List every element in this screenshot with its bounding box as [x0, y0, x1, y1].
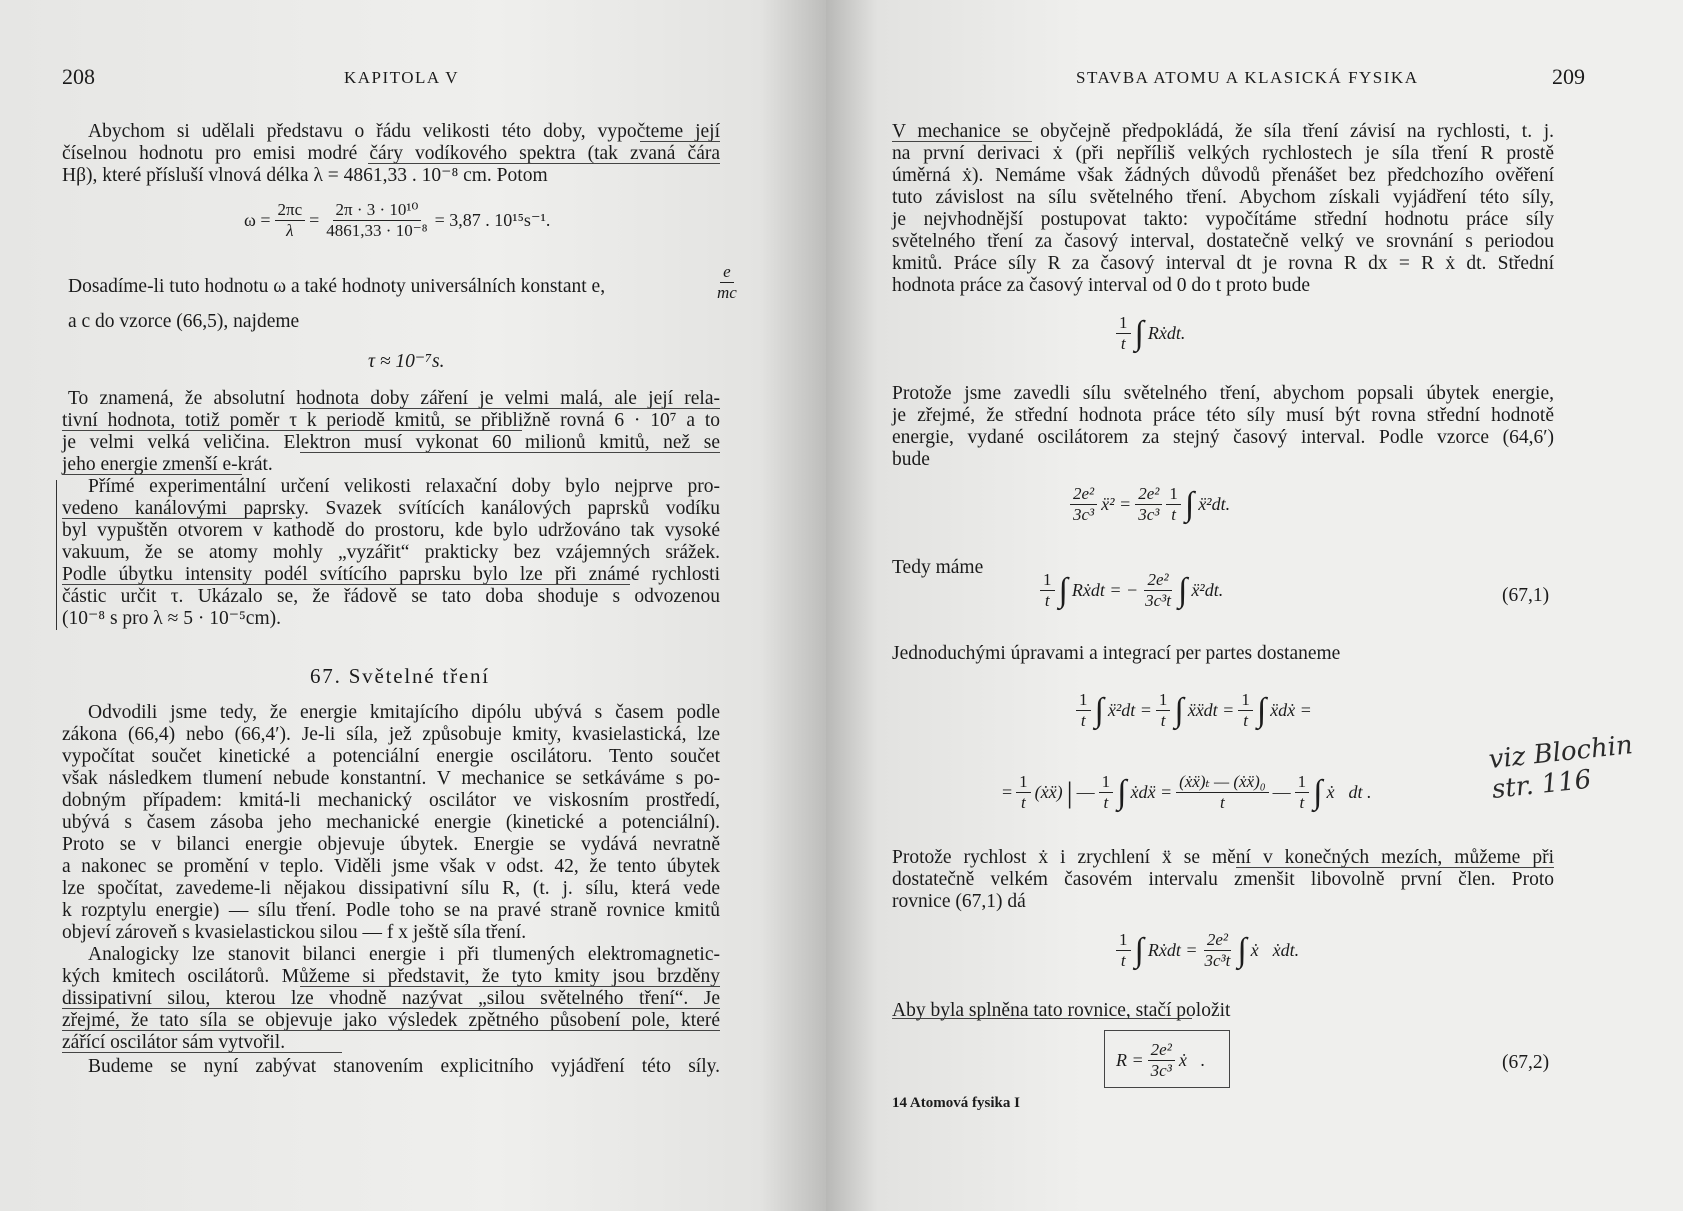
- text-line: hodnota práce za časový interval od 0 do t proto bude: [892, 275, 1311, 296]
- text-line: jeho energie zmenší e-krát.: [62, 454, 273, 475]
- pencil-underline: [640, 141, 720, 142]
- integral-sign: ∫: [1184, 485, 1195, 523]
- text-line: bude: [892, 449, 930, 470]
- text-line: tivní hodnota, totiž poměr τ k periodě kmitů, se přibližně rovná 6 · 10⁷ a to: [62, 410, 720, 431]
- left-page: [0, 0, 826, 1211]
- text-line: V mechanice se obyčejně předpokládá, že síla tření závisí na rychlosti, t. j.: [892, 121, 1554, 142]
- paragraph-5: Aby byla splněna tato rovnice, stačí položit: [892, 1000, 1231, 1021]
- eq-body: ẍ²dt.: [1198, 494, 1231, 514]
- text-line: Hβ), které přísluší vlnová délka λ = 4861,33 . 10⁻⁸ cm. Potom: [62, 165, 548, 186]
- text-line: dostatečně velkém časovém intervalu zmenšit libovolně první člen. Proto: [892, 869, 1554, 890]
- page-number-right: 209: [1552, 64, 1585, 89]
- fraction: $\frac{1}{t}$: [1166, 484, 1181, 525]
- text-line: ubývá s časem zásoba jeho mechanické energie (kinetické a potenciální).: [62, 812, 720, 833]
- eq-part: ẋ⃛dt .: [1326, 782, 1372, 802]
- pencil-underline: [62, 430, 522, 431]
- text-line: Odvodili jsme tedy, že energie kmitajícího dipólu ubývá s časem podle: [88, 702, 720, 723]
- fraction-numerator: 2π · 3 · 10¹⁰: [333, 200, 422, 221]
- integral-sign: ∫: [1134, 314, 1144, 352]
- fraction-numerator: 2πc: [275, 200, 306, 221]
- pencil-underline: [300, 452, 720, 453]
- paragraph-2-line-2: a c do vzorce (66,5), najdeme: [68, 311, 300, 332]
- text-line: Protože rychlost ẋ i zrychlení ẍ se mění v konečných mezích, můžeme při: [892, 847, 1554, 868]
- text-line: je velmi velká veličina. Elektron musí vykonat 60 milionů kmitů, než se: [62, 432, 720, 453]
- fraction: $\frac{\text{2e²}}{\text{3c³}}$: [1135, 484, 1162, 525]
- integral-sign: ∫: [1058, 571, 1068, 609]
- text-line: tuto závislost na sílu světelného tření. Abychom získali vyjádření této síly,: [892, 187, 1554, 208]
- pencil-underline: [62, 1030, 720, 1031]
- eq-part: ẍẍdt =: [1187, 700, 1235, 720]
- text-line: kých kmitech oscilátorů. Můžeme si představit, že tyto kmity jsou brzděny: [62, 966, 720, 987]
- eq-lhs: ẍ² =: [1101, 494, 1132, 514]
- paragraph-3: Jednoduchými úpravami a integrací per partes dostaneme: [892, 643, 1341, 664]
- signature-footer: 14 Atomová fysika I: [892, 1095, 1020, 1111]
- eq-part: ẍ²dt =: [1107, 700, 1152, 720]
- text-line: Analogicky lze stanovit bilanci energie i při tlumených elektromagnetic-: [88, 944, 720, 965]
- fraction: [323, 200, 430, 241]
- pencil-underline: [368, 163, 720, 164]
- pencil-underline: [1236, 867, 1554, 868]
- equation-67-2: R = $\frac{\text{2e²}}{\text{3c³}}$ ẋ⃛.: [1116, 1040, 1206, 1080]
- pencil-underline: [892, 1018, 1192, 1019]
- pencil-underline: [62, 1008, 720, 1009]
- handwritten-note: viz Blochin str. 116: [1487, 730, 1635, 805]
- text-line: Protože jsme zavedli sílu světelného tření, abychom popsali úbytek energie,: [892, 383, 1554, 404]
- eq-body: ẋ⃛ẋdt.: [1250, 940, 1300, 960]
- text-line: objeví zároveň s kvasielastickou silou — f x ještě síla tření.: [62, 922, 527, 943]
- text-line: a nakonec se promění v teplo. Viděli jsme však v odst. 42, že tento úbytek: [62, 856, 720, 877]
- eq-sign: =: [309, 210, 320, 230]
- fraction-numerator: (ẋẍ)ₜ — (ẋẍ)₀: [1176, 772, 1269, 793]
- running-head-right: STAVBA ATOMU A KLASICKÁ FYSIKA: [1076, 68, 1419, 87]
- eq-part: ẍdẋ =: [1270, 700, 1312, 720]
- fraction-denominator: λ: [286, 221, 294, 240]
- text-line: kmitů. Práce síly R za časový interval dt je rovna R dx = R ẋ dt. Střední: [892, 253, 1554, 274]
- pencil-underline: [62, 584, 630, 585]
- fraction: $\frac{1}{t}$: [1116, 313, 1131, 354]
- fraction-denominator: 4861,33 · 10⁻⁸: [326, 221, 428, 240]
- eq-part: (ẋẍ): [1034, 782, 1063, 802]
- fraction-denominator: mc: [717, 283, 737, 302]
- fraction: $\frac{\text{2e²}}{\text{3c³t}}$: [1145, 570, 1171, 610]
- text-line: číselnou hodnotu pro emisi modré čáry vodíkového spektra (tak zvaná čára: [62, 143, 720, 164]
- pencil-underline: [62, 474, 242, 475]
- equation-mean-work: [1116, 313, 1185, 354]
- text-line: lze spočítat, zavedeme-li nějakou dissipativní sílu R, (t. j. sílu, která vede: [62, 878, 720, 899]
- equation-label-67-1: (67,1): [1502, 585, 1550, 606]
- paragraph-7: Budeme se nyní zabývat stanovením explicitního vyjádření této síly.: [88, 1056, 720, 1077]
- equation-tau: τ ≈ 10⁻⁷s.: [368, 351, 445, 372]
- section-title: 67. Světelné tření: [310, 664, 490, 688]
- text-line: světelného tření za časový interval, dostatečně velký ve srovnání s periodou: [892, 231, 1554, 252]
- eq-body: Rẋdt =: [1147, 940, 1198, 960]
- eq-body: Rẋdt.: [1147, 323, 1186, 343]
- fraction: $\frac{\text{2e²}}{\text{3c³}}$: [1070, 484, 1097, 525]
- page-number-left: 208: [62, 64, 95, 89]
- text-line: dissipativní silou, kterou lze vhodně nazývat „silou světelného tření“. Je: [62, 988, 720, 1009]
- tedy-mame: Tedy máme: [892, 557, 984, 578]
- eq-part: ẋdẍ =: [1130, 782, 1173, 802]
- right-page: [826, 0, 1683, 1211]
- text-line: Přímé experimentální určení velikosti relaxační doby bylo nejprve pro-: [88, 476, 720, 497]
- eq-body: Rẋdt = −: [1071, 580, 1139, 600]
- equation-final: $\frac{1}{t}$ ∫ Rẋdt = $\frac{\text{2e²}}{\text{3c³t}}$ ∫ ẋ⃛ẋdt.: [1116, 930, 1299, 971]
- running-head-left: KAPITOLA V: [344, 68, 459, 87]
- text-line: vypočítat součet kinetické a potenciální energie oscilátoru. Tento součet: [62, 746, 720, 767]
- fraction: $\frac{1}{t}$: [1040, 570, 1055, 611]
- text-line: na první derivaci ẋ (při nepříliš velkých rychlostech je síla tření R prostě: [892, 143, 1554, 164]
- pencil-box: [1104, 1030, 1230, 1088]
- equation-per-partes-1: $\frac{1}{t}$ ∫ ẍ²dt = $\frac{1}{t}$ ∫ ẍẍdt = $\frac{1}{t}$ ∫ ẍdẋ =: [1076, 690, 1312, 731]
- text-line: zřejmé, že tato síla se objevuje jako výsledek zpětného působení pole, které: [62, 1010, 720, 1031]
- text-line: je zřejmé, že střední hodnota práce této síly musí být rovna střední hodnotě: [892, 405, 1554, 426]
- equation-energy: [1070, 484, 1230, 525]
- text-line: částic určit τ. Ukázalo se, že řádově se tato doba shoduje s odvozenou: [62, 586, 720, 607]
- text-line: úměrná ẋ). Nemáme však žádných důvodů přenášet bez předchozího ověření: [892, 165, 1554, 186]
- fraction-numerator: e: [720, 262, 734, 283]
- text-line: Proto se v bilanci energie objevuje úbytek. Energie se vydává nevratně: [62, 834, 720, 855]
- paragraph-2-line-1: Dosadíme-li tuto hodnotu ω a také hodnoty universálních konstant e,: [68, 276, 606, 297]
- fraction: [275, 200, 306, 241]
- pencil-underline: [892, 141, 1032, 142]
- equation-per-partes-2: = $\frac{1}{t}$ (ẋẍ) | — $\frac{1}{t}$ ∫ ẋdẍ = $\frac{\text{(ẋẍ)ₜ — (ẋẍ)₀}}{t}$ — $\frac{1}{t}$ ∫ ẋ⃛dt .: [1002, 772, 1372, 812]
- equation-67-1: [1040, 570, 1223, 611]
- text-line: dobným případem: kmitá-li mechanický oscilátor ve viskosním prostředí,: [62, 790, 720, 811]
- text-line: vakuum, že se atomy mohly „vyzářit“ prakticky bez vzájemných srážek.: [62, 542, 720, 563]
- text-line: Podle úbytku intensity podél svítícího paprsku bylo lze při známé rychlosti: [62, 564, 720, 585]
- text-line: byl vypuštěn otvorem v kathodě do prostoru, kde bylo udržováno tak vysoké: [62, 520, 720, 541]
- text-line: (10⁻⁸ s pro λ ≈ 5 · 10⁻⁵cm).: [62, 608, 281, 629]
- eq-body: ẍ²dt.: [1191, 580, 1224, 600]
- pencil-underline: [62, 1052, 342, 1053]
- text-line: k rozptylu energie) — sílu tření. Podle toho se na pravé straně rovnice kmitů: [62, 900, 720, 921]
- pencil-underline: [62, 518, 292, 519]
- integral-sign: ∫: [1177, 571, 1188, 609]
- text-line: energie, vydané oscilátorem za stejný časový interval. Podle vzorce (64,6′): [892, 427, 1554, 448]
- text-line: zářící oscilátor sám vytvořil.: [62, 1032, 286, 1053]
- margin-pencil-line: [56, 480, 57, 630]
- text-line: je nejvhodnější postupovat takto: vypočítáme střední hodnotu práce síly: [892, 209, 1554, 230]
- eq-lhs: ω =: [244, 210, 271, 230]
- equation-omega: [244, 200, 550, 241]
- eq-body: ẋ⃛.: [1178, 1050, 1206, 1070]
- text-line: zákona (66,4) nebo (66,4′). Je-li síla, jež způsobuje kmity, kvasielastická, lze: [62, 724, 720, 745]
- pencil-underline: [300, 408, 720, 409]
- text-line: vedeno kanálovými paprsky. Svazek svítících kanálových paprsků vodíku: [62, 498, 720, 519]
- eq-rhs: = 3,87 . 10¹⁵s⁻¹.: [434, 210, 551, 230]
- fraction-e-mc: [714, 262, 740, 303]
- text-line: To znamená, že absolutní hodnota doby záření je velmi malá, ale její rela-: [68, 388, 720, 409]
- text-line: rovnice (67,1) dá: [892, 891, 1026, 912]
- text-line: však následkem tlumení nebude konstantní. V mechanice se setkáváme s po-: [62, 768, 720, 789]
- eq-lhs: R =: [1116, 1050, 1144, 1070]
- equation-label-67-2: (67,2): [1502, 1052, 1550, 1073]
- pencil-underline: [300, 986, 720, 987]
- text-line: Abychom si udělali představu o řádu velikosti této doby, vypočteme její: [88, 121, 720, 142]
